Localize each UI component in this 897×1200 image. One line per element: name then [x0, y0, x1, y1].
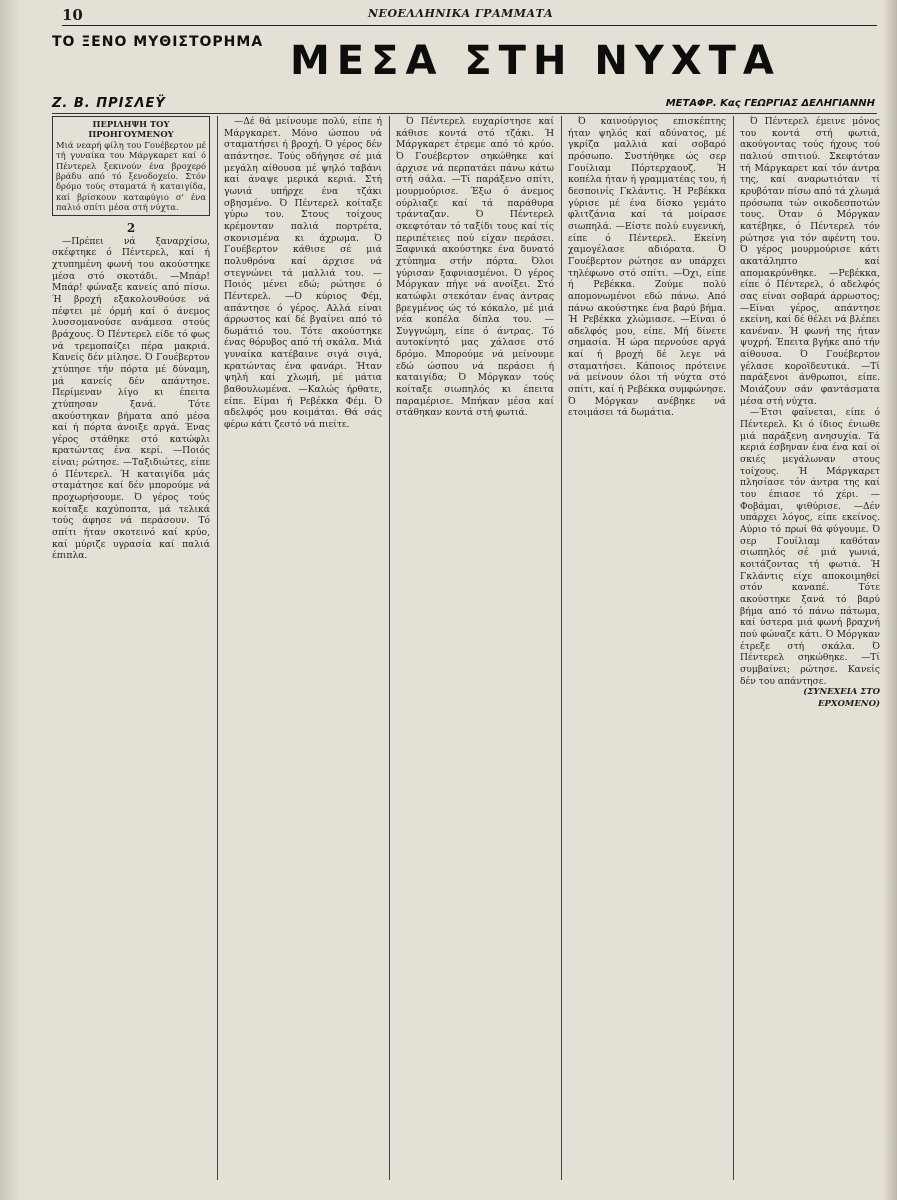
column-divider — [217, 116, 218, 1180]
chapter-number: 2 — [126, 220, 136, 235]
page-number: 10 — [62, 6, 83, 24]
column-paragraph: Ό Πέντερελ έμεινε μόνος του κοντά στή φωτιά, ακούγοντας τούς ήχους τού παλιού σπιτιού. Σκεφτόταν τή Μάργκαρετ καί τόν άντρα της, καί αναρωτιόταν τί κρυβόταν πίσω από τά χλωμά πρόσωπα τών οικοδεσποτών τους. Όταν ό Μόργκαν κατέβηκε, ό Πέντερελ τόν ρώτησε για τόν αφέντη του. Ό γέρος μουρμούρισε κάτι ακατάληπτο καί απομακρύνθηκε. —Ρεβέκκα, είπε ό Πέντερελ, ό αδελφός σας είναι σοβαρά άρρωστος; —Είναι γέρος, απάντησε εκείνη, καί δέ θέλει νά βλέπει κανέναν. Ή φωνή της ήταν ψυχρή. Έπειτα βγήκε από τήν αίθουσα. Ό Γουέβερτον γέλασε κοροϊδευτικά. —Τί παράξενοι άνθρωποι, είπε. Μοιάζουν σάν φαντάσματα μέσα στή νύχτα. — [740, 116, 880, 407]
continued-note: (ΣΥΝΕΧΕΙΑ ΣΤΟ ΕΡΧΟΜΕΝΟ) — [803, 687, 880, 709]
column-paragraph: Ό Πέντερελ ευχαρίστησε καί κάθισε κοντά στό τζάκι. Ή Μάργκαρετ έτρεμε από τό κρύο. Ό Γουέβερτον σηκώθηκε καί άρχισε νά περπατάει πάνω κάτω στή σάλα. —Τί παράξενο σπίτι, μουρμούρισε. Έξω ό άνεμος ούρλιαζε καί τά παράθυρα τράνταζαν. Ό Πέντερελ σκεφτόταν τό ταξίδι τους καί τίς περιπέτειες πού είχαν περάσει. Ξαφνικά ακούστηκε ένα δυνατό χτύπημα στήν πόρτα. Όλοι γύρισαν ξαφνιασμένοι. Ό γέρος Μόργκαν πήγε νά ανοίξει. Στό κατώφλι στεκόταν ένας άντρας βρεγμένος ώς τό κόκαλο, μέ μιά νέα κοπέλα δίπλα του. —Συγγνώμη, είπε ό άντρας. Τό αυτοκίνητό μας χάλασε στό δρόμο. Μπορούμε νά μείνουμε εδώ ώσπου νά περάσει ή καταιγίδα; Ό Μόργκαν τούς κοίταξε σιωπηλός κι έπειτα παραμέρισε. Μπήκαν μέσα καί στάθηκαν κοντά στή φωτιά. — [396, 116, 554, 419]
masthead: ΝΕΟΕΛΛΗΝΙΚΑ ΓΡΑΜΜΑΤΑ — [368, 7, 554, 20]
article-title: ΜΕΣΑ ΣΤΗ ΝΥΧΤΑ — [290, 38, 781, 84]
column-divider — [561, 116, 562, 1180]
column-paragraph: —Έτσι φαίνεται, είπε ό Πέντερελ. Κι ό ίδιος ένιωθε μιά παράξενη ανησυχία. Τά κεριά έσβηναν ένα ένα καί οί σκιές μεγάλωναν στους τοίχους. Ή Μάργκαρετ πλησίασε τόν άντρα της καί του έπιασε τό χέρι. —Φοβάμαι, ψιθύρισε. —Δέν υπάρχει λόγος, είπε εκείνος. Αύριο τό πρωί θά φύγουμε. Ό σερ Γουίλιαμ καθόταν σιωπηλός σέ μιά γωνιά, κοιτάζοντας τή φωτιά. Ή Γκλάντις είχε αποκοιμηθεί στόν καναπέ. Τότε ακούστηκε ξανά τό βαρύ βήμα από τό πάνω πάτωμα, καί ύστερα μιά φωνή βραχνή πού φώναζε κάτι. Ό Μόργκαν έτρεξε στή σκάλα. Ό Πέντερελ σηκώθηκε. —Τί συμβαίνει; ρώτησε. Κανείς δέν του απάντησε. — [740, 407, 880, 687]
summary-text: Μιά νεαρή φίλη του Γουέβερτον μέ τή γυναίκα του Μάργκαρετ καί ό Πέντερελ ξεκινούν ένα βροχερό βράδυ από τό ξενοδοχείο. Στόν δρόμο τούς σταματά ή καταιγίδα, καί βρίσκουν καταφύγιο σ' ένα παλιό σπίτι μέσα στή νύχτα. — [56, 139, 206, 213]
page-left-edge — [0, 0, 20, 1200]
column-paragraph: Ό καινούργιος επισκέπτης ήταν ψηλός καί αδύνατος, μέ γκρίζα μαλλιά καί σοβαρό πρόσωπο. Συστήθηκε ώς σερ Γουίλιαμ Πόρτερχαουζ. Ή κοπέλα ήταν ή γραμματέας του, ή δεσποινίς Γκλάντις. Ή Ρεβέκκα γύρισε μέ ένα δίσκο γεμάτο φλιτζάνια καί τά μοίρασε σιωπηλά. —Είστε πολύ ευγενική, είπε ό Πέντερελ. Εκείνη χαμογέλασε αδιόρατα. Ό Γουέβερτον ρώτησε αν υπάρχει τηλέφωνο στό σπίτι. —Όχι, είπε ή Ρεβέκκα. Ζούμε πολύ απομονωμένοι εδώ πάνω. Από πάνω ακούστηκε ένα βαρύ βήμα. Ή Ρεβέκκα χλώμιασε. —Είναι ό αδελφός μου, είπε. Μή δίνετε σημασία. Ή ώρα περνούσε αργά καί ή βροχή δέ λεγε νά σταματήσει. Κάποιος πρότεινε νά μείνουν όλοι τή νύχτα στό σπίτι, καί ή Ρεβέκκα συμφώνησε. Ό Μόργκαν ανέβηκε νά ετοιμάσει τά δωμάτια. — [568, 116, 726, 419]
text-column-2 — [224, 116, 382, 1180]
text-column-1 — [52, 116, 210, 1180]
article-columns — [52, 116, 880, 1196]
summary-box — [52, 116, 210, 216]
byline-rule — [52, 113, 877, 114]
text-column-3 — [396, 116, 554, 1180]
column-divider — [733, 116, 734, 1180]
summary-heading: ΠΕΡΙΛΗΨΗ ΤΟΥ ΠΡΟΗΓΟΥΜΕΝΟΥ — [88, 119, 174, 140]
text-column-4 — [568, 116, 726, 1180]
section-rubric: ΤΟ ΞΕΝΟ ΜΥΘΙΣΤΟΡΗΜΑ — [52, 34, 264, 50]
translator-byline: ΜΕΤΑΦΡ. Κας ΓΕΩΡΓΙΑΣ ΔΕΛΗΓΙΑΝΝΗ — [665, 98, 875, 109]
page-right-edge — [883, 0, 897, 1200]
text-column-5 — [740, 116, 880, 1180]
header-rule — [62, 25, 877, 26]
author-byline: Ζ. Β. ΠΡΙΣΛΕΫ — [52, 96, 166, 111]
column-divider — [389, 116, 390, 1180]
column-paragraph: —Δέ θά μείνουμε πολύ, είπε ή Μάργκαρετ. Μόνο ώσπου νά σταματήσει ή βροχή. Ό γέρος δέν απάντησε. Τούς οδήγησε σέ μιά μεγάλη αίθουσα μέ ψηλό ταβάνι καί άναψε μερικά κεριά. Στή γωνιά υπήρχε ένα τζάκι σβησμένο. Ό Πέντερελ κοίταξε γύρω του. Στους τοίχους κρέμονταν παλιά πορτρέτα, σκονισμένα κι άχρωμα. Ό Γουέβερτον κάθισε σέ μιά πολυθρόνα καί άρχισε νά στεγνώνει τά μαλλιά του. —Ποιός μένει εδώ; ρώτησε ό Πέντερελ. —Ό κύριος Φέμ, απάντησε ό γέρος. Αλλά είναι άρρωστος καί δέ βγαίνει από τό δωμάτιό του. Τότε ακούστηκε ένας θόρυβος από τή σκάλα. Μιά γυναίκα κατέβαινε σιγά σιγά, κρατώντας ένα φανάρι. Ήταν ψηλή καί χλωμή, μέ μάτια βαθουλωμένα. —Καλώς ήρθατε, είπε. Είμαι ή Ρεβέκκα Φέμ. Ό αδελφός μου κοιμάται. Θά σάς φέρω κάτι ζεστό νά πιείτε. — [224, 116, 382, 431]
column-paragraph: —Πρέπει νά ξαναρχίσω, σκέφτηκε ό Πέντερελ, καί ή χτυπημένη φωνή του ακούστηκε μέσα στό σκοτάδι. —Μπάρ! Μπάρ! φώναξε κανείς από πίσω. Ή βροχή εξακολουθούσε νά πέφτει μέ όρμή καί ό άνεμος λυσσομανούσε ανάμεσα στούς βράχους. Ό Πέντερελ είδε τό φως νά τρεμοπαίζει πέρα μακριά. Κανείς δέν μίλησε. Ό Γουέβερτον χτύπησε τήν πόρτα μέ δύναμη, μά κανείς δέν απάντησε. Περίμεναν λίγο κι έπειτα χτύπησαν ξανά. Τότε ακούστηκαν βήματα από μέσα καί ή πόρτα άνοιξε αργά. Ένας γέρος στάθηκε στό κατώφλι κρατώντας ένα κερί. —Ποιός είναι; ρώτησε. —Ταξιδιώτες, είπε ό Πέντερελ. Ή καταιγίδα μάς σταμάτησε καί δέν μπορούμε νά προχωρήσουμε. Ό γέρος τούς κοίταξε καχύποπτα, μά τελικά τούς άφησε νά περάσουν. Τό σπίτι ήταν σκοτεινό καί κρύο, καί μύριζε υγρασία καί παλιά έπιπλα. — [52, 235, 210, 562]
